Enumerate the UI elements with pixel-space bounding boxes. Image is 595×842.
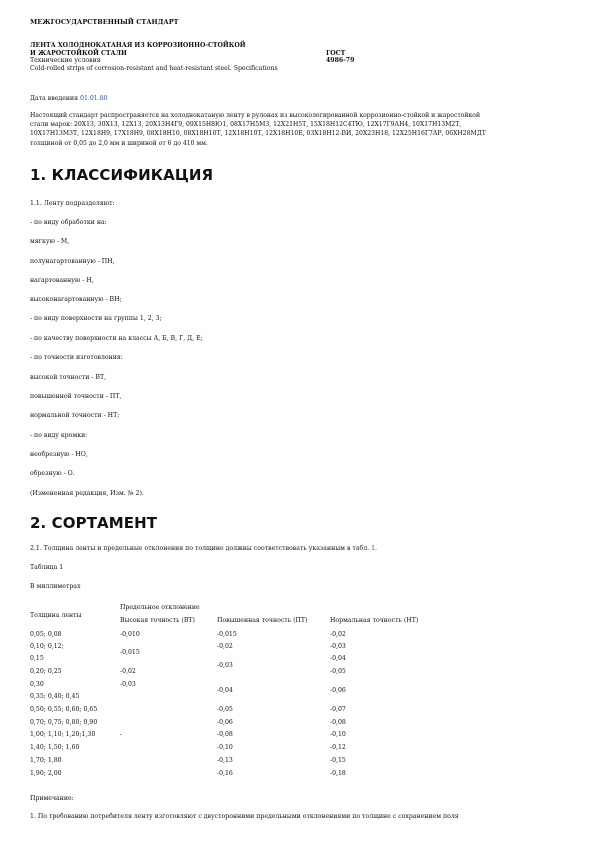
increased-precision-cell: -0,05 [217, 706, 233, 713]
classification-line: высокой точности - ВТ, [30, 374, 107, 381]
table-reference-paragraph: 2.1. Толщина ленты и предельные отклонения по толщине должны соответствовать указанным в табл. 1. [30, 545, 378, 552]
classification-line: необрезную - НО, [30, 451, 88, 458]
classification-line: 1.1. Ленту подразделяют: [30, 200, 115, 207]
classification-line: - по виду поверхности на группы 1, 2, 3; [30, 315, 162, 322]
normal-precision-cell: -0,10 [330, 731, 346, 738]
header-limit-deviation: Предельное отклонение [120, 604, 200, 611]
thickness-cell: 0,50; 0,55; 0,60; 0,65 [30, 706, 98, 713]
header-increased-precision: Повышенная точность (ПТ) [217, 617, 308, 624]
classification-line: - по виду кромки: [30, 432, 88, 439]
classification-line: нормальной точности - НТ; [30, 412, 120, 419]
units-label: В миллиметрах [30, 583, 81, 590]
english-title: Cold-rolled strips of corrosion-resistant and heat-resistant steel. Specifications [30, 64, 278, 72]
normal-precision-cell: -0,07 [330, 706, 346, 713]
normal-precision-cell: -0,04 [330, 655, 346, 662]
thickness-cell: 0,70; 0,75; 0,80; 0,90 [30, 719, 98, 726]
normal-precision-cell: -0,18 [330, 770, 346, 777]
title-left [30, 42, 320, 72]
normal-precision-cell: -0,15 [330, 757, 346, 764]
table-1-link[interactable]: 1 [371, 545, 376, 552]
thickness-cell: 0,05; 0,08 [30, 631, 62, 638]
high-precision-cell: -0,010 [120, 631, 140, 638]
standard-type: МЕЖГОСУДАРСТВЕННЫЙ СТАНДАРТ [30, 18, 179, 26]
increased-precision-cell: -0,015 [217, 631, 237, 638]
normal-precision-cell: -0,08 [330, 719, 346, 726]
increased-precision-cell: -0,06 [217, 719, 233, 726]
classification-line: полунагартованную - ПН, [30, 258, 115, 265]
increased-precision-cell: -0,08 [217, 731, 233, 738]
section-2-heading: 2. СОРТАМЕНТ [30, 514, 158, 532]
gost-number: 4986-79 [326, 57, 355, 65]
classification-line: мягкую - М, [30, 238, 70, 245]
high-precision-cell: -0,02 [120, 668, 136, 675]
classification-line: повышенной точности - ПТ, [30, 393, 122, 400]
thickness-cell: 0,30 [30, 681, 44, 688]
scope-line: стали марок: 20Х13, 30Х13, 12Х13, 20Х13Н4Г9, 09Х15Н8Ю1, 08Х17Н5М3, 12Х21Н5Т, 15Х18Н12С4ТЮ, 12Х17Г9АН4, 10Х17Н13М2Т, [30, 121, 462, 129]
high-precision-cell: -0,03 [120, 681, 136, 688]
thickness-cell: 1,00; 1,10; 1,20;1,30 [30, 731, 96, 738]
increased-precision-cell: -0,10 [217, 744, 233, 751]
scope-line: толщиной от 0,05 до 2,0 мм и шириной от 6 до 410 мм. [30, 139, 208, 147]
increased-precision-cell: -0,02 [217, 643, 233, 650]
intro-date [30, 95, 108, 102]
normal-precision-cell: -0,02 [330, 631, 346, 638]
header-normal-precision: Нормальная точность (НТ) [330, 617, 419, 624]
scope-line: Настоящий стандарт распространяется на холоднокатаную ленту в рулонах из высоколегированной коррозионно-стойкой и жаростойкой [30, 112, 481, 119]
high-precision-cell: -0,015 [120, 649, 140, 656]
note-item-1: 1. По требованию потребителя ленту изготовляют с двусторонними предельными отклонениями по толщине с сохранением поля [30, 813, 459, 820]
table-reference-text: 2.1. Толщина ленты и предельные отклонения по толщине должны соответствовать указанным в табл. [30, 545, 370, 552]
classification-line: нагартованную - Н, [30, 277, 94, 284]
scope-paragraph [30, 111, 570, 148]
increased-precision-cell: -0,03 [217, 662, 233, 669]
notes-label: Примечание: [30, 795, 74, 802]
header-high-precision: Высокая точность (ВТ) [120, 617, 195, 624]
intro-date-value[interactable]: 01.01.80 [80, 95, 108, 102]
title-line-1: ЛЕНТА ХОЛОДНОКАТАНАЯ ИЗ КОРРОЗИОННО-СТОЙКОЙ [30, 42, 246, 49]
increased-precision-cell: -0,13 [217, 757, 233, 764]
classification-line: - по точности изготовления: [30, 354, 123, 361]
scope-line: 10Х17Н13М3Т, 12Х18Н9, 17Х18Н9, 08Х18Н10, 08Х18Н10Т, 12Х18Н10Т, 12Х18Н10Е, 03Х18Н12-ВИ, 20Х23Н18, 12Х25Н16Г7АР, 06ХН28МДТ [30, 130, 486, 138]
normal-precision-cell: -0,06 [330, 687, 346, 694]
subtitle: Технические условия [30, 57, 101, 65]
increased-precision-cell: -0,16 [217, 770, 233, 777]
classification-line: - по качеству поверхности на классы А, Б, В, Г, Д, Е; [30, 335, 203, 342]
increased-precision-cell: -0,04 [217, 687, 233, 694]
classification-line: - по виду обработки на: [30, 219, 107, 226]
gost-label: ГОСТ [326, 49, 346, 57]
normal-precision-cell: -0,12 [330, 744, 346, 751]
normal-precision-cell: -0,03 [330, 643, 346, 650]
intro-date-label: Дата введения [30, 95, 79, 102]
thickness-cell: 0,10; 0,12; [30, 643, 64, 650]
thickness-cell: 0,15 [30, 655, 44, 662]
title-right [326, 42, 406, 65]
table-label: Таблица 1 [30, 564, 64, 571]
normal-precision-cell: -0,05 [330, 668, 346, 675]
thickness-cell: 1,90; 2,00 [30, 770, 62, 777]
high-precision-cell: - [120, 731, 123, 738]
thickness-cell: 0,35; 0,40; 0,45 [30, 693, 80, 700]
thickness-cell: 1,40; 1,50; 1,60 [30, 744, 80, 751]
classification-line: высоконагартованную - ВН; [30, 296, 122, 303]
thickness-cell: 1,70; 1,80 [30, 757, 62, 764]
thickness-cell: 0,20; 0,25 [30, 668, 62, 675]
section-1-heading: 1. КЛАССИФИКАЦИЯ [30, 166, 214, 184]
header-thickness: Толщина ленты [30, 612, 82, 619]
classification-line: обрезную - О. [30, 470, 75, 477]
title-line-2: И ЖАРОСТОЙКОЙ СТАЛИ [30, 49, 127, 57]
amendment-note: (Измененная редакция, Изм. № 2). [30, 490, 144, 497]
